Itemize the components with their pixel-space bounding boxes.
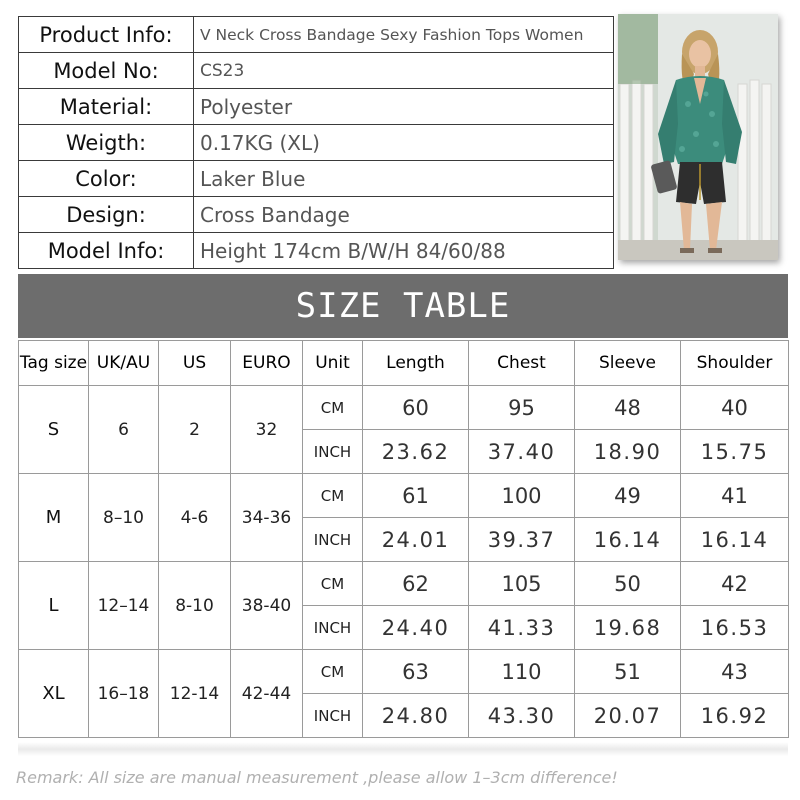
length-cell: 62 (363, 562, 469, 606)
sleeve-cell: 50 (575, 562, 681, 606)
header-euro: EURO (231, 341, 303, 386)
tag-size-cell: S (19, 386, 89, 474)
divider-fade (18, 742, 788, 756)
sleeve-cell: 48 (575, 386, 681, 430)
chest-cell: 95 (469, 386, 575, 430)
product-info-table (18, 16, 614, 269)
length-cell: 24.80 (363, 694, 469, 738)
sleeve-cell: 19.68 (575, 606, 681, 650)
euro-cell: 42-44 (231, 650, 303, 738)
sleeve-cell: 51 (575, 650, 681, 694)
length-cell: 60 (363, 386, 469, 430)
chest-cell: 110 (469, 650, 575, 694)
info-label: Weigth: (19, 125, 194, 161)
header-shoulder: Shoulder (681, 341, 789, 386)
unit-cell: INCH (303, 430, 363, 474)
remark-text: Remark: All size are manual measurement ,please allow 1–3cm difference! (16, 768, 618, 787)
info-value: Cross Bandage (194, 197, 614, 233)
chest-cell: 105 (469, 562, 575, 606)
sleeve-cell: 18.90 (575, 430, 681, 474)
header-length: Length (363, 341, 469, 386)
size-table-title: SIZE TABLE (18, 274, 788, 338)
chest-cell: 39.37 (469, 518, 575, 562)
shoulder-cell: 16.14 (681, 518, 789, 562)
info-label: Design: (19, 197, 194, 233)
us-cell: 8-10 (159, 562, 231, 650)
tag-size-cell: L (19, 562, 89, 650)
header-chest: Chest (469, 341, 575, 386)
info-row (19, 197, 614, 233)
uk-au-cell: 12–14 (89, 562, 159, 650)
model-photo (618, 14, 778, 260)
info-label: Color: (19, 161, 194, 197)
unit-cell: INCH (303, 518, 363, 562)
chest-cell: 41.33 (469, 606, 575, 650)
info-label: Model Info: (19, 233, 194, 269)
uk-au-cell: 16–18 (89, 650, 159, 738)
model-illustration (618, 14, 778, 260)
chest-cell: 37.40 (469, 430, 575, 474)
info-label: Material: (19, 89, 194, 125)
header-unit: Unit (303, 341, 363, 386)
length-cell: 61 (363, 474, 469, 518)
info-label: Product Info: (19, 17, 194, 53)
tag-size-cell: XL (19, 650, 89, 738)
info-value: 0.17KG (XL) (194, 125, 614, 161)
sleeve-cell: 49 (575, 474, 681, 518)
table-row (19, 474, 789, 518)
info-row (19, 89, 614, 125)
length-cell: 23.62 (363, 430, 469, 474)
chest-cell: 100 (469, 474, 575, 518)
shoulder-cell: 16.92 (681, 694, 789, 738)
chest-cell: 43.30 (469, 694, 575, 738)
length-cell: 24.01 (363, 518, 469, 562)
unit-cell: CM (303, 650, 363, 694)
us-cell: 4-6 (159, 474, 231, 562)
size-table (18, 340, 789, 738)
info-value: Height 174cm B/W/H 84/60/88 (194, 233, 614, 269)
info-row (19, 161, 614, 197)
header-sleeve: Sleeve (575, 341, 681, 386)
header-tag-size: Tag size (19, 341, 89, 386)
unit-cell: INCH (303, 606, 363, 650)
info-value: CS23 (194, 53, 614, 89)
length-cell: 24.40 (363, 606, 469, 650)
tag-size-cell: M (19, 474, 89, 562)
info-row (19, 53, 614, 89)
shoulder-cell: 16.53 (681, 606, 789, 650)
shoulder-cell: 41 (681, 474, 789, 518)
euro-cell: 34-36 (231, 474, 303, 562)
info-row (19, 17, 614, 53)
unit-cell: CM (303, 474, 363, 518)
euro-cell: 32 (231, 386, 303, 474)
shoulder-cell: 42 (681, 562, 789, 606)
header-us: US (159, 341, 231, 386)
info-value: V Neck Cross Bandage Sexy Fashion Tops Women (194, 17, 614, 53)
us-cell: 2 (159, 386, 231, 474)
table-row (19, 386, 789, 430)
size-table-header (19, 341, 789, 386)
header-uk-au: UK/AU (89, 341, 159, 386)
us-cell: 12-14 (159, 650, 231, 738)
uk-au-cell: 6 (89, 386, 159, 474)
info-row (19, 233, 614, 269)
euro-cell: 38-40 (231, 562, 303, 650)
length-cell: 63 (363, 650, 469, 694)
sleeve-cell: 20.07 (575, 694, 681, 738)
sleeve-cell: 16.14 (575, 518, 681, 562)
shoulder-cell: 43 (681, 650, 789, 694)
unit-cell: CM (303, 562, 363, 606)
unit-cell: INCH (303, 694, 363, 738)
shoulder-cell: 40 (681, 386, 789, 430)
info-label: Model No: (19, 53, 194, 89)
info-row (19, 125, 614, 161)
table-row (19, 562, 789, 606)
info-value: Polyester (194, 89, 614, 125)
info-value: Laker Blue (194, 161, 614, 197)
uk-au-cell: 8–10 (89, 474, 159, 562)
table-row (19, 650, 789, 694)
shoulder-cell: 15.75 (681, 430, 789, 474)
unit-cell: CM (303, 386, 363, 430)
